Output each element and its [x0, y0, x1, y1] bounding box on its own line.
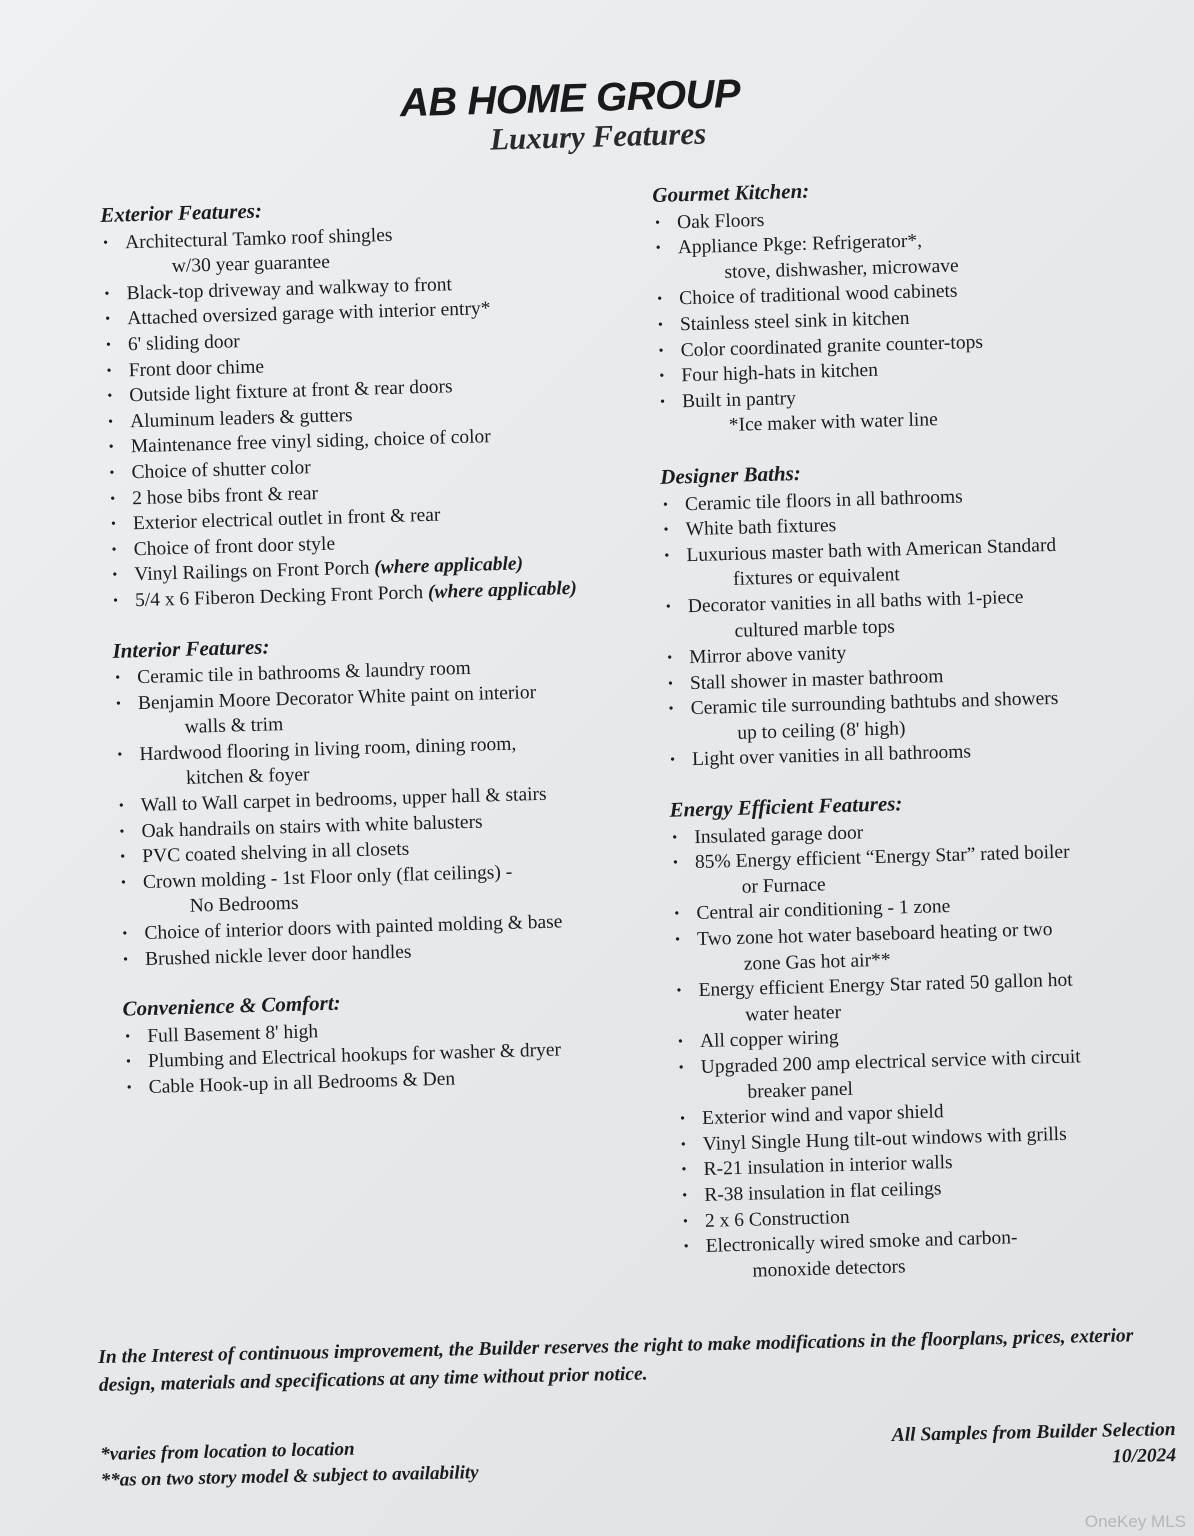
item-text: Choice of shutter color	[131, 457, 312, 484]
convenience-section	[122, 982, 645, 1101]
item-text: 6' sliding door	[127, 331, 241, 356]
disclaimer: In the Interest of continuous improvement, the Builder reserves the right to make modifications in the floorplans, prices, exterior design, materials and specifications at any time without prior notice.	[98, 1325, 1134, 1396]
item-continuation: walls & trim	[184, 714, 284, 739]
item-text: Choice of interior doors with painted molding & base	[144, 911, 563, 945]
item-text: Ceramic tile floors in all bathrooms	[684, 485, 963, 515]
exterior-list	[101, 216, 632, 614]
item-continuation: fixtures or equivalent	[732, 564, 901, 591]
item-text: Choice of front door style	[133, 533, 336, 560]
kitchen-heading: Gourmet Kitchen:	[652, 178, 810, 207]
item-text: Electronically wired smoke and carbon-	[705, 1227, 1018, 1258]
item-continuation: zone Gas hot air**	[743, 949, 891, 975]
footnote-2: **as on two story model & subject to availability	[100, 1462, 479, 1491]
item-text: Front door chime	[128, 356, 265, 381]
item-text: Energy efficient Energy Star rated 50 gallon hot	[698, 969, 1073, 1002]
samples-note	[892, 1417, 1177, 1475]
item-text: Architectural Tamko roof shingles	[124, 224, 393, 253]
baths-heading: Designer Baths:	[659, 460, 802, 489]
item-text: Brushed nickle lever door handles	[144, 941, 412, 970]
item-text: Two zone hot water baseboard heating or two	[696, 919, 1053, 951]
item-text: R-21 insulation in interior walls	[703, 1152, 953, 1181]
item-continuation: monoxide detectors	[752, 1256, 906, 1282]
energy-list	[670, 812, 1153, 1286]
item-text: Attached oversized garage with interior entry*	[126, 298, 491, 330]
document-date: 10/2024	[1112, 1445, 1177, 1468]
item-text: Ceramic tile surrounding bathtubs and showers	[690, 688, 1059, 720]
item-text: PVC coated shelving in all closets	[141, 838, 410, 868]
interior-section	[112, 624, 641, 973]
footnotes	[100, 1434, 479, 1494]
item-text: Cable Hook-up in all Bedrooms & Den	[148, 1068, 456, 1098]
item-text: Exterior wind and vapor shield	[701, 1101, 944, 1130]
item-text: Maintenance free vinyl siding, choice of color	[130, 426, 492, 458]
convenience-heading: Convenience & Comfort:	[122, 990, 341, 1021]
page-title: AB HOME GROUP	[399, 71, 741, 126]
item-continuation: or Furnace	[741, 874, 826, 898]
item-continuation: No Bedrooms	[189, 893, 299, 918]
item-text: All copper wiring	[699, 1027, 839, 1053]
left-column	[100, 188, 646, 1125]
item-text: Decorator vanities in all baths with 1-piece	[687, 586, 1024, 618]
footnote-1: *varies from location to location	[100, 1438, 355, 1465]
right-column	[652, 170, 1153, 1310]
item-text: Hardwood flooring in living room, dining room,	[139, 733, 517, 765]
item-text: R-38 insulation in flat ceilings	[703, 1178, 942, 1206]
item-text: Central air conditioning - 1 zone	[696, 896, 951, 925]
item-text: Plumbing and Electrical hookups for washer & dryer	[147, 1039, 562, 1073]
item-text: Color coordinated granite counter-tops	[680, 331, 984, 361]
item-continuation: *Ice maker with water line	[728, 409, 939, 437]
convenience-list	[123, 1010, 645, 1101]
item-text: 85% Energy efficient “Energy Star” rated boiler	[694, 841, 1070, 874]
item-text: 2 hose bibs front & rear	[131, 482, 319, 509]
item-continuation: w/30 year guarantee	[171, 251, 331, 278]
item-text: Outside light fixture at front & rear doors	[129, 376, 453, 407]
energy-heading: Energy Efficient Features:	[669, 791, 903, 822]
samples-text: All Samples from Builder Selection	[891, 1419, 1176, 1446]
item-text: Crown molding - 1st Floor only (flat ceilings) -	[142, 861, 513, 893]
item-continuation: water heater	[744, 1001, 842, 1026]
interior-heading: Interior Features:	[112, 633, 270, 663]
item-text: Full Basement 8' high	[146, 1021, 319, 1047]
item-note: (where applicable)	[427, 577, 578, 603]
item-text: Mirror above vanity	[688, 642, 847, 669]
item-text: Insulated garage door	[693, 822, 864, 848]
item-text: Benjamin Moore Decorator White paint on interior	[137, 681, 537, 714]
item-text: Oak Floors	[676, 209, 765, 233]
item-continuation: breaker panel	[747, 1078, 854, 1103]
item-text: Stainless steel sink in kitchen	[679, 307, 910, 336]
item-text: Four high-hats in kitchen	[681, 359, 879, 387]
watermark: OneKey MLS	[1084, 1512, 1186, 1531]
item-text: Stall shower in master bathroom	[689, 665, 944, 694]
item-text: Exterior electrical outlet in front & rear	[132, 504, 441, 535]
kitchen-section	[652, 170, 1129, 441]
item-text: Ceramic tile in bathrooms & laundry room	[136, 657, 472, 689]
page-subtitle: Luxury Features	[489, 115, 707, 157]
item-text: Luxurious master bath with American Standard	[686, 534, 1057, 566]
item-text: Built in pantry	[681, 387, 797, 412]
item-text: Upgraded 200 amp electrical service with circuit	[700, 1046, 1081, 1078]
item-text: Black-top driveway and walkway to front	[126, 273, 453, 305]
interior-list	[113, 651, 641, 973]
item-continuation: stove, dishwasher, microwave	[724, 255, 959, 283]
item-continuation: kitchen & foyer	[185, 764, 310, 790]
item-text: Light over vanities in all bathrooms	[691, 741, 972, 771]
item-text: Aluminum leaders & gutters	[129, 404, 353, 432]
item-text: White bath fixtures	[685, 515, 837, 541]
baths-list	[661, 479, 1139, 774]
item-text: Vinyl Single Hung tilt-out windows with grills	[702, 1123, 1067, 1155]
item-continuation: cultured marble tops	[734, 615, 896, 642]
item-text: Vinyl Railings on Front Porch	[134, 557, 375, 586]
exterior-heading: Exterior Features:	[100, 198, 263, 227]
item-text: Choice of traditional wood cabinets	[678, 280, 958, 310]
item-note: (where applicable)	[373, 553, 524, 579]
item-continuation: up to ceiling (8' high)	[737, 718, 906, 744]
baths-section	[660, 452, 1138, 774]
item-text: Wall to Wall carpet in bedrooms, upper hall & stairs	[140, 783, 547, 817]
exterior-section	[100, 188, 631, 614]
energy-section	[669, 785, 1152, 1286]
item-text: 5/4 x 6 Fiberon Decking Front Porch	[134, 581, 429, 612]
item-text: Oak handrails on stairs with white balusters	[141, 811, 483, 842]
item-text: 2 x 6 Construction	[704, 1206, 850, 1232]
kitchen-list	[653, 197, 1129, 440]
item-text: Appliance Pkge: Refrigerator*,	[677, 230, 923, 259]
